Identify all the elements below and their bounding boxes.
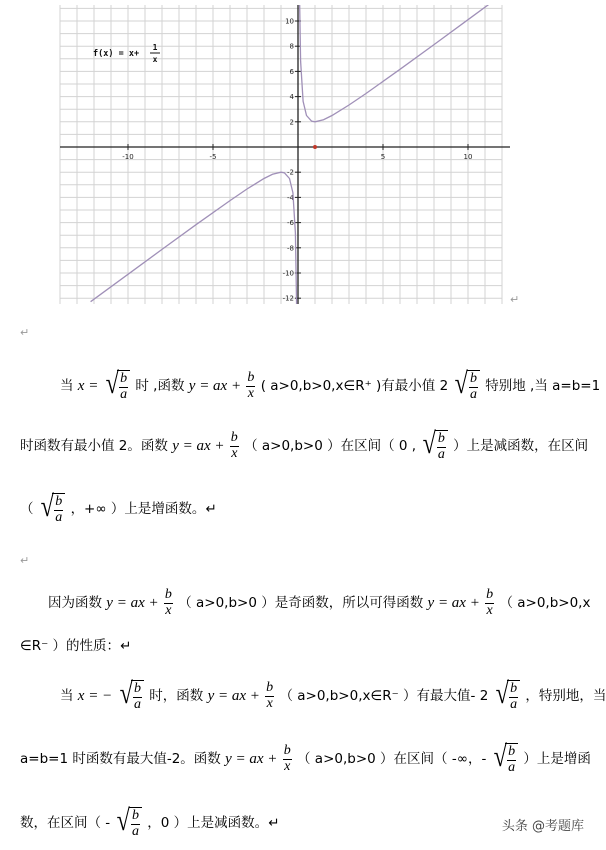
p1-line3: （ √ $\frac{b}{a}$ ，+∞ ）上是增函数。↵	[20, 490, 217, 525]
frac-b-over-x: $\frac{b}{x}$	[164, 587, 172, 618]
y-tick-label: -12	[282, 294, 294, 303]
sqrt-b-over-a: √ $\frac{b}{a}$	[453, 370, 479, 402]
p3-line1: 当 x = − √ $\frac{b}{a}$ 时，函数 y = ax + $\frac{b}{x}$ （ a>0,b>0,x∈R⁻ ）有最大值- 2 √ $\frac{b}{a}$ ，特别地，当	[60, 677, 606, 712]
sqrt-b-over-a: √ $\frac{b}{a}$	[39, 493, 65, 525]
frac-b-over-x: $\frac{b}{x}$	[247, 370, 255, 401]
p3-line3: 数，在区间（ - √ $\frac{b}{a}$ ，0 ）上是减函数。↵	[20, 804, 280, 839]
y-tick-label: -4	[287, 193, 294, 202]
function-label-numerator: 1	[152, 43, 158, 52]
y-tick-label: 10	[285, 17, 294, 26]
point-marker	[313, 145, 317, 149]
sqrt-b-over-a: √ $\frac{b}{a}$	[494, 680, 520, 712]
p1-line2: 时函数有最小值 2。函数 y = ax + $\frac{b}{x}$ （ a>0,b>0 ）在区间（ 0 , √ $\frac{b}{a}$ ）上是减函数，在区间	[20, 427, 589, 462]
p2-line2: ∈R⁻ ）的性质：↵	[20, 638, 132, 654]
frac-b-over-x: $\frac{b}{x}$	[266, 680, 274, 711]
p3-line2: a=b=1 时函数有最大值-2。函数 y = ax + $\frac{b}{x}$ （ a>0,b>0 ）在区间（ -∞，- √ $\frac{b}{a}$ ）上是增函	[20, 740, 591, 775]
sqrt-b-over-a: √ $\frac{b}{a}$	[118, 680, 144, 712]
curve-positive-branch	[299, 0, 491, 122]
y-tick-label: 4	[289, 93, 294, 102]
sqrt-b-over-a: √ $\frac{b}{a}$	[104, 370, 130, 402]
y-tick-label: -8	[287, 244, 294, 253]
x-tick-label: 10	[463, 153, 473, 161]
paragraph-mark: ↵	[20, 554, 30, 567]
p1-line1: 当 x = √ $\frac{b}{a}$ 时 ,函数 y = ax + $\frac{b}{x}$ ( a>0,b>0,x∈R⁺ )有最小值 2 √ $\frac{b}{a}$ 特别地 ,当 a=b=1	[60, 367, 601, 402]
sqrt-b-over-a: √ $\frac{b}{a}$	[115, 807, 141, 839]
sqrt-b-over-a: √ $\frac{b}{a}$	[492, 743, 518, 775]
y-tick-label: -2	[287, 168, 294, 177]
y-tick-label: -6	[287, 219, 294, 228]
x-tick-label: -5	[209, 153, 217, 161]
y-tick-label: -10	[282, 269, 294, 278]
y-tick-label: 2	[289, 118, 294, 127]
y-tick-label: 6	[289, 67, 294, 76]
frac-b-over-x: $\frac{b}{x}$	[230, 430, 238, 461]
x-tick-label: 5	[380, 153, 386, 161]
function-label-denominator: x	[152, 55, 158, 64]
watermark	[502, 815, 584, 834]
frac-b-over-x: $\frac{b}{x}$	[486, 587, 494, 618]
y-tick-label: 8	[289, 42, 294, 51]
p2-line1: 因为函数 y = ax + $\frac{b}{x}$ （ a>0,b>0 ）是奇函数，所以可得函数 y = ax + $\frac{b}{x}$ （ a>0,b>0,x	[48, 587, 591, 618]
watermark-text: 头条 @考题库	[501, 819, 584, 834]
function-label: f(x) = x+	[93, 49, 140, 59]
frac-b-over-x: $\frac{b}{x}$	[283, 743, 291, 774]
paragraph-mark: ↵	[510, 293, 520, 306]
function-graph	[0, 0, 598, 320]
paragraph-mark: ↵	[20, 326, 30, 339]
x-tick-label: -10	[122, 153, 134, 161]
sqrt-b-over-a: √ $\frac{b}{a}$	[421, 430, 447, 462]
